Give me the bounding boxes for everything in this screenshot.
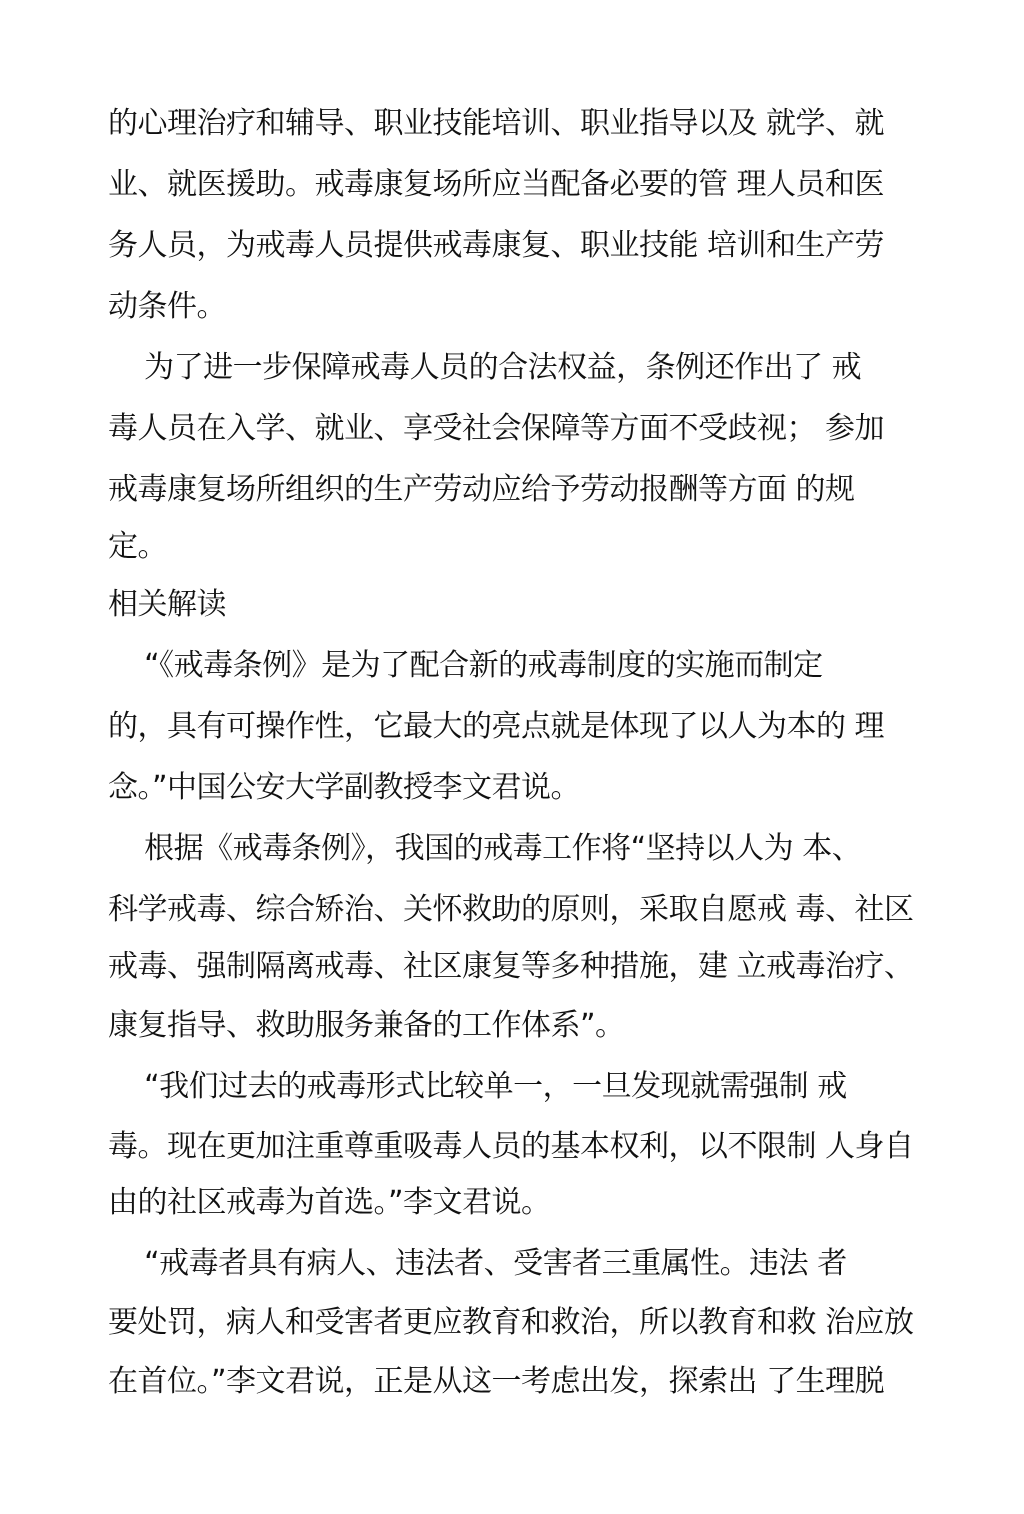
text-line: “我们过去的戒毒形式比较单一，一旦发现就需强制 戒 [108, 1069, 847, 1104]
text-line: 毒人员在入学、就业、享受社会保障等方面不受歧视； 参加 [108, 411, 885, 446]
text-line: 要处罚，病人和受害者更应教育和救治，所以教育和救 治应放 [108, 1305, 914, 1340]
text-line: 业、就医援助。戒毒康复场所应当配备必要的管 理人员和医 [108, 167, 885, 202]
text-line: 戒毒康复场所组织的生产劳动应给予劳动报酬等方面 的规 [108, 472, 855, 507]
text-line: 的，具有可操作性，它最大的亮点就是体现了以人为本的 理 [108, 709, 885, 744]
text-line: 定。 [108, 529, 167, 564]
text-line: 由的社区戒毒为首选。”李文君说。 [108, 1185, 551, 1220]
text-line: “《戒毒条例》是为了配合新的戒毒制度的实施而制定 [108, 648, 823, 683]
text-line: 根据《戒毒条例》，我国的戒毒工作将“坚持以人为 本、 [108, 831, 862, 866]
text-line: 务人员，为戒毒人员提供戒毒康复、职业技能 培训和生产劳 [108, 228, 885, 263]
text-line: 念。”中国公安大学副教授李文君说。 [108, 770, 581, 805]
text-line: 为了进一步保障戒毒人员的合法权益，条例还作出了 戒 [108, 350, 862, 385]
text-line: 动条件。 [108, 289, 226, 324]
text-line: 毒。现在更加注重尊重吸毒人员的基本权利，以不限制 人身自 [108, 1129, 914, 1164]
text-line: 科学戒毒、综合矫治、关怀救助的原则，采取自愿戒 毒、社区 [108, 892, 914, 927]
text-line: “戒毒者具有病人、违法者、受害者三重属性。违法 者 [108, 1246, 847, 1281]
section-heading: 相关解读 [108, 587, 226, 622]
text-line: 的心理治疗和辅导、职业技能培训、职业指导以及 就学、就 [108, 106, 885, 141]
text-line: 戒毒、强制隔离戒毒、社区康复等多种措施，建 立戒毒治疗、 [108, 949, 914, 984]
text-line: 在首位。”李文君说，正是从这一考虑出发，探索出 了生理脱 [108, 1364, 885, 1399]
text-line: 康复指导、救助服务兼备的工作体系”。 [108, 1008, 625, 1043]
